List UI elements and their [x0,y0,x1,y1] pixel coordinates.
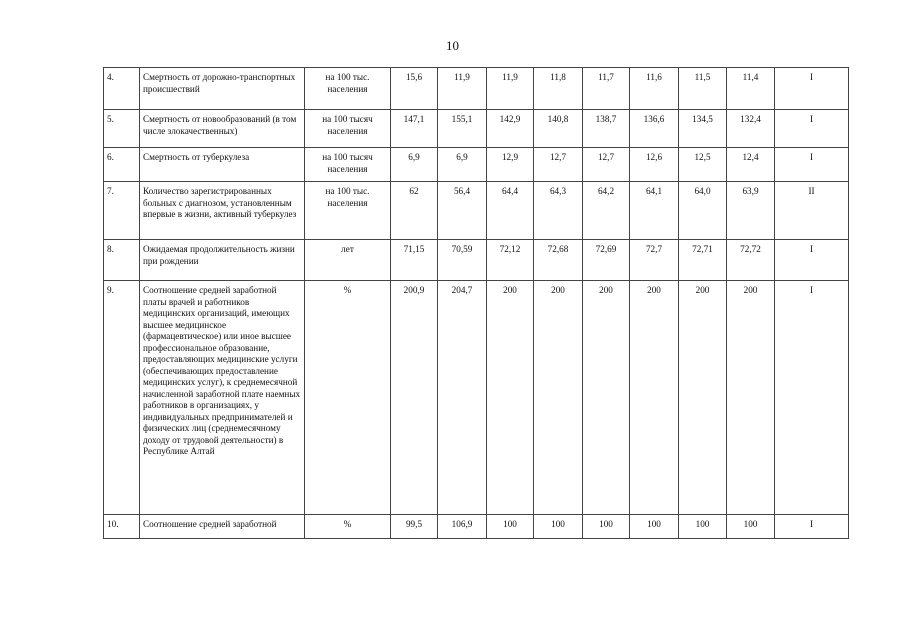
row-number-cell: 10. [104,515,140,539]
category-cell: I [775,68,849,110]
value-cell: 99,5 [391,515,438,539]
value-cell: 200 [534,281,583,515]
indicator-name-cell: Соотношение средней заработной [140,515,305,539]
value-cell: 64,2 [583,182,630,240]
value-cell: 106,9 [438,515,487,539]
value-cell: 12,5 [679,148,727,182]
value-cell: 12,4 [727,148,775,182]
value-cell: 64,4 [487,182,534,240]
row-number-cell: 7. [104,182,140,240]
table-row [104,110,849,148]
value-cell: 72,68 [534,240,583,281]
indicator-name-cell: Смертность от туберкулеза [140,148,305,182]
value-cell: 200 [487,281,534,515]
value-cell: 11,9 [487,68,534,110]
value-cell: 63,9 [727,182,775,240]
unit-cell: на 100 тыс. населения [305,68,391,110]
value-cell: 72,72 [727,240,775,281]
value-cell: 70,59 [438,240,487,281]
value-cell: 11,7 [583,68,630,110]
indicator-name-cell: Смертность от новообразований (в том числе злокачественных) [140,110,305,148]
value-cell: 11,4 [727,68,775,110]
unit-cell: на 100 тыс. населения [305,182,391,240]
value-cell: 11,9 [438,68,487,110]
value-cell: 200 [679,281,727,515]
value-cell: 100 [630,515,679,539]
value-cell: 12,6 [630,148,679,182]
table-row [104,182,849,240]
value-cell: 11,6 [630,68,679,110]
row-number-cell: 9. [104,281,140,515]
value-cell: 200 [727,281,775,515]
value-cell: 200 [630,281,679,515]
value-cell: 6,9 [438,148,487,182]
row-number-cell: 6. [104,148,140,182]
value-cell: 72,7 [630,240,679,281]
value-cell: 155,1 [438,110,487,148]
value-cell: 72,69 [583,240,630,281]
table-row [104,148,849,182]
value-cell: 100 [534,515,583,539]
value-cell: 56,4 [438,182,487,240]
value-cell: 100 [583,515,630,539]
value-cell: 100 [487,515,534,539]
value-cell: 72,71 [679,240,727,281]
category-cell: II [775,182,849,240]
value-cell: 200 [583,281,630,515]
value-cell: 62 [391,182,438,240]
indicator-name-cell: Ожидаемая продолжительность жизни при рождении [140,240,305,281]
table-row [104,515,849,539]
unit-cell: % [305,281,391,515]
unit-cell: на 100 тысяч населения [305,148,391,182]
category-cell: I [775,515,849,539]
value-cell: 134,5 [679,110,727,148]
row-number-cell: 5. [104,110,140,148]
value-cell: 138,7 [583,110,630,148]
category-cell: I [775,110,849,148]
value-cell: 100 [727,515,775,539]
value-cell: 147,1 [391,110,438,148]
unit-cell: лет [305,240,391,281]
table-row [104,281,849,515]
value-cell: 100 [679,515,727,539]
page-number: 10 [446,38,459,53]
category-cell: I [775,148,849,182]
value-cell: 12,7 [583,148,630,182]
value-cell: 132,4 [727,110,775,148]
value-cell: 142,9 [487,110,534,148]
indicator-name-cell: Соотношение средней заработной платы врачей и работников медицинских организаций, имеющих высшее медицинское (фармацевтическое) или иное высшее профессиональное образование, предоставляющих медицинские услуги (обеспечивающих предоставление медицинских услуг), к среднемесячной начисленной заработной плате наемных работников в организациях, у индивидуальных предпринимателей и физических лиц (среднемесячному доходу от трудовой деятельности) в Республике Алтай [140,281,305,515]
category-cell: I [775,281,849,515]
value-cell: 12,7 [534,148,583,182]
value-cell: 204,7 [438,281,487,515]
value-cell: 64,1 [630,182,679,240]
value-cell: 12,9 [487,148,534,182]
row-number-cell: 4. [104,68,140,110]
value-cell: 72,12 [487,240,534,281]
value-cell: 71,15 [391,240,438,281]
table-row [104,68,849,110]
row-number-cell: 8. [104,240,140,281]
value-cell: 11,8 [534,68,583,110]
value-cell: 200,9 [391,281,438,515]
value-cell: 136,6 [630,110,679,148]
unit-cell: % [305,515,391,539]
value-cell: 140,8 [534,110,583,148]
value-cell: 11,5 [679,68,727,110]
unit-cell: на 100 тысяч населения [305,110,391,148]
indicator-name-cell: Количество зарегистрированных больных с диагнозом, установленным впервые в жизни, активный туберкулез [140,182,305,240]
indicator-name-cell: Смертность от дорожно-транспортных происшествий [140,68,305,110]
table-row [104,240,849,281]
value-cell: 15,6 [391,68,438,110]
value-cell: 6,9 [391,148,438,182]
indicators-table [103,67,849,539]
value-cell: 64,0 [679,182,727,240]
value-cell: 64,3 [534,182,583,240]
category-cell: I [775,240,849,281]
